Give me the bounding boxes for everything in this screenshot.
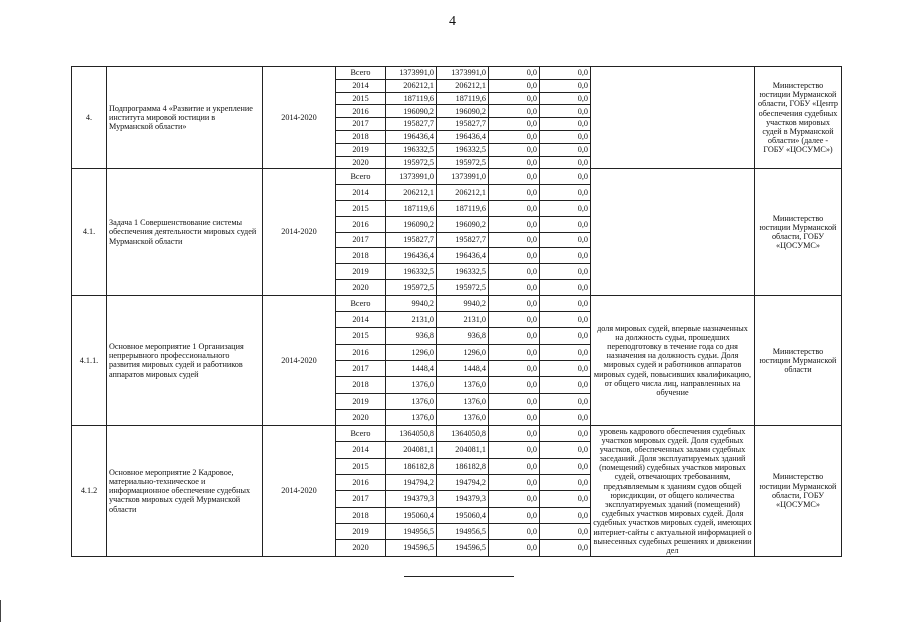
- regional-budget-cell: 194379,3: [437, 491, 489, 507]
- other-funds-cell: 0,0: [540, 105, 591, 118]
- year-cell: Всего: [336, 67, 386, 80]
- regional-budget-cell: 195972,5: [437, 279, 489, 295]
- year-cell: 2018: [336, 248, 386, 264]
- year-cell: 2018: [336, 507, 386, 523]
- regional-budget-cell: 2131,0: [437, 312, 489, 328]
- other-funds-cell: 0,0: [540, 426, 591, 442]
- federal-budget-cell: 0,0: [489, 523, 540, 539]
- year-cell: 2014: [336, 312, 386, 328]
- year-cell: 2017: [336, 232, 386, 248]
- table-body: [72, 67, 842, 557]
- other-funds-cell: 0,0: [540, 118, 591, 131]
- regional-budget-cell: 195060,4: [437, 507, 489, 523]
- other-funds-cell: 0,0: [540, 156, 591, 169]
- year-cell: 2020: [336, 409, 386, 425]
- other-funds-cell: 0,0: [540, 475, 591, 491]
- section-number-cell: 4.: [72, 67, 107, 169]
- total-cell: 206212,1: [386, 185, 437, 201]
- federal-budget-cell: 0,0: [489, 105, 540, 118]
- total-cell: 1376,0: [386, 393, 437, 409]
- regional-budget-cell: 1448,4: [437, 360, 489, 376]
- section-period-cell: 2014-2020: [263, 67, 336, 169]
- year-cell: 2016: [336, 105, 386, 118]
- regional-budget-cell: 196436,4: [437, 130, 489, 143]
- other-funds-cell: 0,0: [540, 328, 591, 344]
- federal-budget-cell: 0,0: [489, 200, 540, 216]
- regional-budget-cell: 936,8: [437, 328, 489, 344]
- federal-budget-cell: 0,0: [489, 279, 540, 295]
- federal-budget-cell: 0,0: [489, 475, 540, 491]
- federal-budget-cell: 0,0: [489, 312, 540, 328]
- regional-budget-cell: 187119,6: [437, 200, 489, 216]
- federal-budget-cell: 0,0: [489, 130, 540, 143]
- page-number: 4: [449, 14, 456, 29]
- other-funds-cell: 0,0: [540, 409, 591, 425]
- other-funds-cell: 0,0: [540, 458, 591, 474]
- regional-budget-cell: 195972,5: [437, 156, 489, 169]
- other-funds-cell: 0,0: [540, 442, 591, 458]
- year-cell: 2016: [336, 475, 386, 491]
- section-executor-cell: Министерство юстиции Мурманской области, ГОБУ «ЦОСУМС»: [755, 169, 842, 295]
- total-cell: 194794,2: [386, 475, 437, 491]
- total-cell: 1448,4: [386, 360, 437, 376]
- total-cell: 195972,5: [386, 279, 437, 295]
- section-period-cell: 2014-2020: [263, 426, 336, 556]
- regional-budget-cell: 194794,2: [437, 475, 489, 491]
- year-cell: 2015: [336, 92, 386, 105]
- year-cell: 2017: [336, 491, 386, 507]
- federal-budget-cell: 0,0: [489, 344, 540, 360]
- regional-budget-cell: 196332,5: [437, 264, 489, 280]
- other-funds-cell: 0,0: [540, 264, 591, 280]
- section-period-cell: 2014-2020: [263, 295, 336, 425]
- total-cell: 206212,1: [386, 79, 437, 92]
- regional-budget-cell: 1376,0: [437, 377, 489, 393]
- section-executor-cell: Министерство юстиции Мурманской области: [755, 295, 842, 425]
- other-funds-cell: 0,0: [540, 523, 591, 539]
- other-funds-cell: 0,0: [540, 540, 591, 556]
- regional-budget-cell: 206212,1: [437, 79, 489, 92]
- federal-budget-cell: 0,0: [489, 216, 540, 232]
- year-cell: 2019: [336, 393, 386, 409]
- section-indicator-cell: уровень кадрового обеспечения судебных участков мировых судей. Доля судебных участков, обеспеченных залами судебных заседаний. Доля эксплуатируемых зданий (помещений) судебных участков мировых судей, отвечающих требованиям, предъявляемым к зданиям судов общей юрисдикции, от общего количества эксплуатируемых зданий (помещений) судебных участков мировых судей. Доля судебных участков мировых судей, имеющих интернет-сайты с актуальной информацией о вынесенных судебных решениях и движении дел: [591, 426, 755, 556]
- year-cell: 2017: [336, 118, 386, 131]
- section-number-cell: 4.1.1.: [72, 295, 107, 425]
- year-cell: 2020: [336, 540, 386, 556]
- table-row: [72, 67, 842, 80]
- regional-budget-cell: 9940,2: [437, 295, 489, 311]
- regional-budget-cell: 186182,8: [437, 458, 489, 474]
- federal-budget-cell: 0,0: [489, 118, 540, 131]
- federal-budget-cell: 0,0: [489, 409, 540, 425]
- other-funds-cell: 0,0: [540, 491, 591, 507]
- federal-budget-cell: 0,0: [489, 295, 540, 311]
- total-cell: 196332,5: [386, 264, 437, 280]
- federal-budget-cell: 0,0: [489, 248, 540, 264]
- regional-budget-cell: 195827,7: [437, 118, 489, 131]
- total-cell: 195972,5: [386, 156, 437, 169]
- regional-budget-cell: 206212,1: [437, 185, 489, 201]
- other-funds-cell: 0,0: [540, 185, 591, 201]
- table-row: [72, 426, 842, 442]
- total-cell: 194596,5: [386, 540, 437, 556]
- total-cell: 195827,7: [386, 118, 437, 131]
- federal-budget-cell: 0,0: [489, 92, 540, 105]
- year-cell: 2014: [336, 79, 386, 92]
- year-cell: 2018: [336, 377, 386, 393]
- federal-budget-cell: 0,0: [489, 507, 540, 523]
- section-number-cell: 4.1.: [72, 169, 107, 295]
- regional-budget-cell: 1376,0: [437, 409, 489, 425]
- federal-budget-cell: 0,0: [489, 540, 540, 556]
- regional-budget-cell: 1296,0: [437, 344, 489, 360]
- table-row: [72, 295, 842, 311]
- regional-budget-cell: 1373991,0: [437, 169, 489, 185]
- section-executor-cell: Министерство юстиции Мурманской области, ГОБУ «ЦОСУМС»: [755, 426, 842, 556]
- federal-budget-cell: 0,0: [489, 156, 540, 169]
- other-funds-cell: 0,0: [540, 130, 591, 143]
- total-cell: 2131,0: [386, 312, 437, 328]
- federal-budget-cell: 0,0: [489, 143, 540, 156]
- program-table: [71, 66, 842, 557]
- federal-budget-cell: 0,0: [489, 232, 540, 248]
- other-funds-cell: 0,0: [540, 200, 591, 216]
- section-number-cell: 4.1.2: [72, 426, 107, 556]
- total-cell: 196436,4: [386, 248, 437, 264]
- section-indicator-cell: доля мировых судей, впервые назначенных на должность судьи, прошедших переподготовку в течение года со дня назначения на должность судьи. Доля мировых судей и работников аппаратов мировых судей, повысивших квалификацию, от общего числа лиц, направленных на обучение: [591, 295, 755, 425]
- other-funds-cell: 0,0: [540, 507, 591, 523]
- year-cell: 2015: [336, 328, 386, 344]
- year-cell: 2015: [336, 458, 386, 474]
- other-funds-cell: 0,0: [540, 312, 591, 328]
- table-row: [72, 169, 842, 185]
- year-cell: 2017: [336, 360, 386, 376]
- other-funds-cell: 0,0: [540, 67, 591, 80]
- section-period-cell: 2014-2020: [263, 169, 336, 295]
- total-cell: 187119,6: [386, 200, 437, 216]
- section-name-cell: Подпрограмма 4 «Развитие и укрепление института мировой юстиции в Мурманской области»: [107, 67, 263, 169]
- total-cell: 194956,5: [386, 523, 437, 539]
- other-funds-cell: 0,0: [540, 377, 591, 393]
- federal-budget-cell: 0,0: [489, 426, 540, 442]
- year-cell: 2014: [336, 442, 386, 458]
- regional-budget-cell: 1376,0: [437, 393, 489, 409]
- year-cell: 2020: [336, 156, 386, 169]
- footnote-separator: [404, 576, 514, 577]
- total-cell: 9940,2: [386, 295, 437, 311]
- total-cell: 196090,2: [386, 216, 437, 232]
- year-cell: 2019: [336, 143, 386, 156]
- federal-budget-cell: 0,0: [489, 360, 540, 376]
- total-cell: 186182,8: [386, 458, 437, 474]
- year-cell: 2016: [336, 344, 386, 360]
- year-cell: 2019: [336, 264, 386, 280]
- other-funds-cell: 0,0: [540, 279, 591, 295]
- other-funds-cell: 0,0: [540, 344, 591, 360]
- federal-budget-cell: 0,0: [489, 185, 540, 201]
- federal-budget-cell: 0,0: [489, 79, 540, 92]
- year-cell: Всего: [336, 295, 386, 311]
- total-cell: 1376,0: [386, 377, 437, 393]
- scan-edge-mark: [0, 600, 1, 622]
- total-cell: 194379,3: [386, 491, 437, 507]
- federal-budget-cell: 0,0: [489, 169, 540, 185]
- regional-budget-cell: 196436,4: [437, 248, 489, 264]
- regional-budget-cell: 1364050,8: [437, 426, 489, 442]
- other-funds-cell: 0,0: [540, 169, 591, 185]
- regional-budget-cell: 1373991,0: [437, 67, 489, 80]
- section-name-cell: Задача 1 Совершенствование системы обеспечения деятельности мировых судей Мурманской области: [107, 169, 263, 295]
- other-funds-cell: 0,0: [540, 79, 591, 92]
- total-cell: 1296,0: [386, 344, 437, 360]
- regional-budget-cell: 195827,7: [437, 232, 489, 248]
- year-cell: 2020: [336, 279, 386, 295]
- section-name-cell: Основное мероприятие 1 Организация непрерывного профессионального развития мировых судей и работников аппаратов мировых судей: [107, 295, 263, 425]
- other-funds-cell: 0,0: [540, 393, 591, 409]
- year-cell: Всего: [336, 169, 386, 185]
- regional-budget-cell: 196090,2: [437, 105, 489, 118]
- federal-budget-cell: 0,0: [489, 458, 540, 474]
- section-executor-cell: Министерство юстиции Мурманской области, ГОБУ «Центр обеспечения судебных участков мировых судей в Мурманской области» (далее - ГОБУ «ЦОСУМС»): [755, 67, 842, 169]
- total-cell: 1373991,0: [386, 67, 437, 80]
- other-funds-cell: 0,0: [540, 295, 591, 311]
- federal-budget-cell: 0,0: [489, 442, 540, 458]
- year-cell: 2015: [336, 200, 386, 216]
- year-cell: 2014: [336, 185, 386, 201]
- section-name-cell: Основное мероприятие 2 Кадровое, материально-техническое и информационное обеспечение судебных участков мировых судей Мурманской области: [107, 426, 263, 556]
- year-cell: 2016: [336, 216, 386, 232]
- federal-budget-cell: 0,0: [489, 328, 540, 344]
- total-cell: 196436,4: [386, 130, 437, 143]
- federal-budget-cell: 0,0: [489, 393, 540, 409]
- total-cell: 936,8: [386, 328, 437, 344]
- regional-budget-cell: 187119,6: [437, 92, 489, 105]
- other-funds-cell: 0,0: [540, 143, 591, 156]
- federal-budget-cell: 0,0: [489, 264, 540, 280]
- other-funds-cell: 0,0: [540, 360, 591, 376]
- regional-budget-cell: 196332,5: [437, 143, 489, 156]
- other-funds-cell: 0,0: [540, 216, 591, 232]
- federal-budget-cell: 0,0: [489, 377, 540, 393]
- federal-budget-cell: 0,0: [489, 67, 540, 80]
- year-cell: Всего: [336, 426, 386, 442]
- other-funds-cell: 0,0: [540, 248, 591, 264]
- year-cell: 2019: [336, 523, 386, 539]
- total-cell: 196332,5: [386, 143, 437, 156]
- federal-budget-cell: 0,0: [489, 491, 540, 507]
- total-cell: 1364050,8: [386, 426, 437, 442]
- section-indicator-cell: [591, 67, 755, 169]
- year-cell: 2018: [336, 130, 386, 143]
- other-funds-cell: 0,0: [540, 232, 591, 248]
- regional-budget-cell: 196090,2: [437, 216, 489, 232]
- total-cell: 187119,6: [386, 92, 437, 105]
- total-cell: 204081,1: [386, 442, 437, 458]
- total-cell: 195827,7: [386, 232, 437, 248]
- total-cell: 1376,0: [386, 409, 437, 425]
- regional-budget-cell: 194956,5: [437, 523, 489, 539]
- section-indicator-cell: [591, 169, 755, 295]
- regional-budget-cell: 194596,5: [437, 540, 489, 556]
- total-cell: 1373991,0: [386, 169, 437, 185]
- regional-budget-cell: 204081,1: [437, 442, 489, 458]
- total-cell: 196090,2: [386, 105, 437, 118]
- total-cell: 195060,4: [386, 507, 437, 523]
- other-funds-cell: 0,0: [540, 92, 591, 105]
